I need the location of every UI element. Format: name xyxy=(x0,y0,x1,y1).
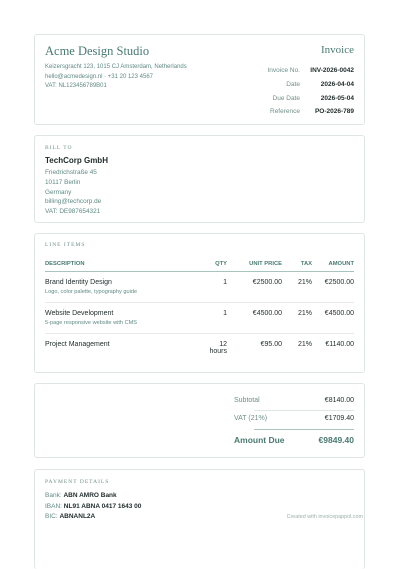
bank-value: ABN AMRO Bank xyxy=(63,492,117,499)
invoice-meta xyxy=(154,64,354,119)
meta-date xyxy=(154,78,354,92)
vat-value: €1709.40 xyxy=(324,415,354,422)
company-name: Acme Design Studio xyxy=(45,44,150,58)
item-tax: 21% xyxy=(297,279,312,286)
amount-due-value: €9849.40 xyxy=(318,435,354,445)
client-city: 10117 Berlin xyxy=(45,178,81,186)
subtotal-label: Subtotal xyxy=(234,397,260,404)
meta-value: 2026-04-04 xyxy=(320,81,354,89)
item-qty: 1 xyxy=(223,310,227,317)
header-qty: QTY xyxy=(215,260,227,267)
item-tax: 21% xyxy=(297,310,312,317)
client-street: Friedrichstraße 45 xyxy=(45,169,97,176)
item-qty-value: 12 xyxy=(219,341,227,348)
bill-to-section xyxy=(34,135,365,223)
table-row xyxy=(45,272,354,303)
client-country: Germany xyxy=(45,188,72,196)
item-name: Brand Identity Design xyxy=(45,279,112,286)
meta-label: Reference xyxy=(270,108,300,116)
invoice-header xyxy=(34,34,365,125)
totals-section xyxy=(34,383,365,458)
bic-label: BIC: xyxy=(45,513,58,520)
client-email: billing@techcorp.de xyxy=(45,198,102,206)
amount-due-row xyxy=(234,435,354,445)
item-unit-price: €4500.00 xyxy=(252,310,282,317)
client-name: TechCorp GmbH xyxy=(45,156,108,165)
item-qty: 1 xyxy=(223,279,227,286)
company-vat: VAT: NL123456789B01 xyxy=(45,83,107,89)
meta-value: PO-2026-789 xyxy=(314,108,354,116)
table-body xyxy=(45,272,354,366)
meta-label: Invoice No. xyxy=(267,67,300,75)
amount-due-label: Amount Due xyxy=(234,435,285,445)
section-title: BILL TO xyxy=(45,145,73,151)
bank-line xyxy=(45,491,141,502)
item-tax: 21% xyxy=(297,341,312,348)
meta-due-date xyxy=(154,91,354,105)
header-description: DESCRIPTION xyxy=(45,260,85,267)
vat-row xyxy=(234,415,354,422)
meta-invoice-no xyxy=(154,64,354,78)
meta-label: Due Date xyxy=(272,94,300,102)
payment-lines xyxy=(45,491,141,523)
subtotal-row xyxy=(234,397,354,404)
client-vat: VAT: DE987654321 xyxy=(45,208,101,216)
document-type: Invoice xyxy=(321,44,354,56)
table-header xyxy=(45,256,354,272)
iban-line xyxy=(45,502,141,513)
item-detail: 5-page responsive website with CMS xyxy=(45,320,138,326)
item-name: Project Management xyxy=(45,341,110,348)
divider xyxy=(254,429,354,430)
divider xyxy=(254,410,354,411)
meta-label: Date xyxy=(286,81,300,89)
iban-label: IBAN: xyxy=(45,502,62,510)
item-unit-price: €95.00 xyxy=(260,341,282,348)
item-detail: Logo, color palette, typography guide xyxy=(45,289,138,295)
item-description xyxy=(45,279,185,295)
client-details xyxy=(45,168,101,217)
item-amount: €4500.00 xyxy=(324,310,354,317)
company-contact: hello@acmedesign.nl · +31 20 123 4567 xyxy=(45,73,153,80)
item-qty-unit: hours xyxy=(209,348,227,355)
meta-value: INV-2026-0042 xyxy=(310,67,354,75)
footer-note: Created with invoicepappol.com xyxy=(286,514,363,520)
item-description xyxy=(45,341,185,348)
item-unit-price: €2500.00 xyxy=(252,279,282,286)
meta-reference xyxy=(154,105,354,119)
payment-details-section xyxy=(34,469,365,569)
bic-line xyxy=(45,512,141,523)
item-amount: €2500.00 xyxy=(324,279,354,286)
item-description xyxy=(45,310,185,326)
iban-value: NL91 ABNA 0417 1643 00 xyxy=(63,502,142,510)
line-items-section xyxy=(34,233,365,373)
table-row xyxy=(45,303,354,334)
bank-label: Bank: xyxy=(45,492,62,499)
subtotal-value: €8140.00 xyxy=(324,397,354,404)
meta-value: 2026-05-04 xyxy=(320,94,354,102)
header-tax: TAX xyxy=(300,260,312,267)
table-row xyxy=(45,334,354,366)
vat-label: VAT (21%) xyxy=(234,415,268,422)
item-name: Website Development xyxy=(45,310,114,317)
section-title: PAYMENT DETAILS xyxy=(45,479,110,485)
item-qty xyxy=(185,341,227,355)
item-amount: €1140.00 xyxy=(325,341,354,348)
header-unit-price: UNIT PRICE xyxy=(249,260,282,267)
header-amount: AMOUNT xyxy=(328,260,354,267)
bic-value: ABNANL2A xyxy=(59,513,96,520)
section-title: LINE ITEMS xyxy=(45,242,86,248)
company-address: Keizersgracht 123, 1015 CJ Amsterdam, Netherlands xyxy=(45,64,187,70)
